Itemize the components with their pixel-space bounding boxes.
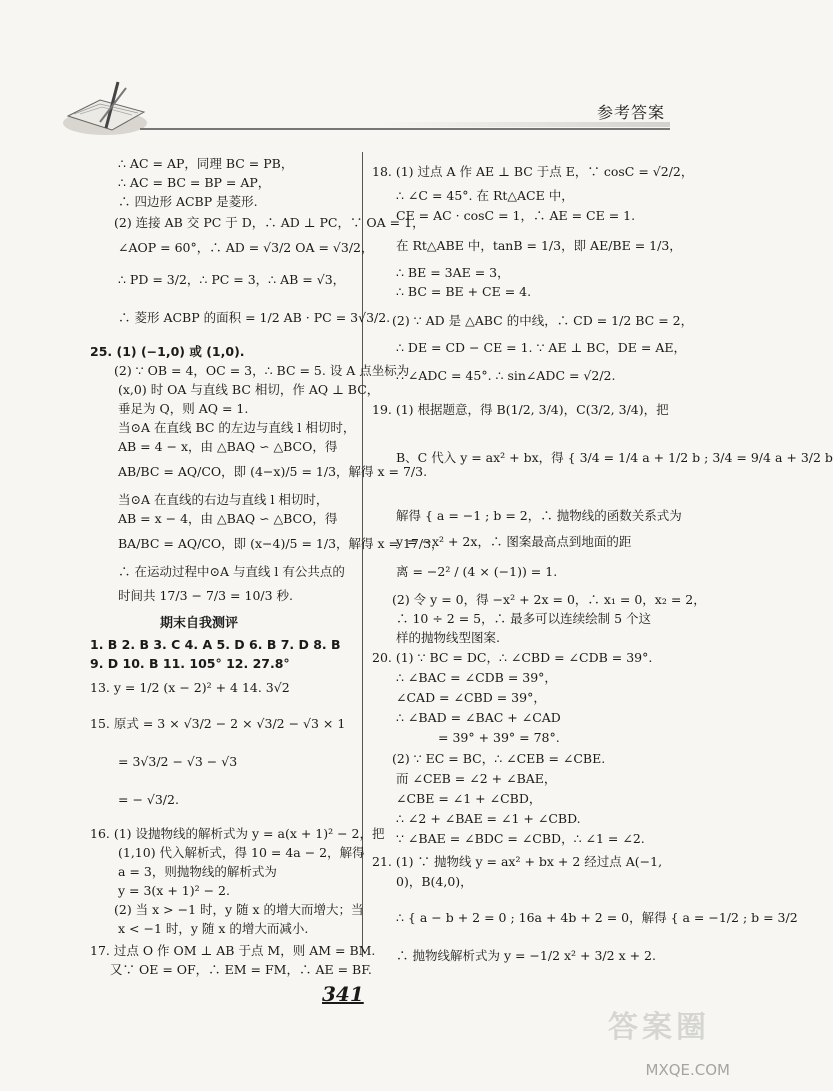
question-17: 17. 过点 O 作 OM ⊥ AB 于点 M，则 AM = BM. (90, 943, 376, 958)
answer-line: 当⊙A 在直线的右边与直线 l 相切时， (118, 492, 329, 507)
question-25: 25. (1) (−1,0) 或 (1,0). (90, 344, 245, 359)
question-19: 19. (1) 根据题意，得 B(1/2, 3/4)，C(3/2, 3/4)，把 (372, 402, 669, 417)
question-21: 21. (1) ∵ 抛物线 y = ax² + bx + 2 经过点 A(−1, (372, 854, 663, 869)
answer-line: 当⊙A 在直线 BC 的左边与直线 l 相切时， (118, 420, 356, 435)
header-rule (140, 128, 670, 130)
answer-line: 在 Rt△ABE 中，tanB = 1/3，即 AE/BE = 1/3， (396, 238, 682, 253)
question-20: 20. (1) ∵ BC = DC，∴ ∠CBD = ∠CDB = 39°. (372, 650, 653, 665)
answer-line: ∠CAD = ∠CBD = 39°， (396, 690, 546, 705)
answer-line: (2) ∵ OB = 4，OC = 3，∴ BC = 5. 设 A 点坐标为 (114, 363, 410, 378)
answer-line: ∴ ∠ADC = 45°. ∴ sin∠ADC = √2/2. (396, 368, 616, 383)
answer-line: CE = AC · cosC = 1，∴ AE = CE = 1. (396, 208, 636, 223)
answer-line: 时间共 17/3 − 7/3 = 10/3 秒. (118, 588, 294, 603)
answer-line: ∴ BC = BE + CE = 4. (396, 284, 532, 299)
answer-line: ∠CBE = ∠1 + ∠CBD， (396, 791, 542, 806)
watermark-site: MXQE.COM (645, 1061, 730, 1079)
answer-line: y = −x² + 2x，∴ 图案最高点到地面的距 (396, 534, 632, 549)
question-16: 16. (1) 设抛物线的解析式为 y = a(x + 1)² − 2，把 (90, 826, 385, 841)
answer-line: ∴ ∠BAC = ∠CDB = 39°， (396, 670, 557, 685)
answer-line: = − √3/2. (118, 792, 179, 807)
section-heading: 期末自我测评 (160, 616, 239, 631)
answer-line: ∴ ∠BAD = ∠BAC + ∠CAD (396, 710, 561, 725)
answer-line: x < −1 时，y 随 x 的增大而减小. (118, 921, 309, 936)
answer-line: y = 3(x + 1)² − 2. (118, 883, 230, 898)
answer-line: AB/BC = AQ/CO，即 (4−x)/5 = 1/3，解得 x = 7/3. (118, 464, 428, 479)
page-number: 341 (322, 982, 364, 1006)
answer-line: 离 = −2² / (4 × (−1)) = 1. (396, 564, 558, 579)
answer-line: ∴ 四边形 ACBP 是菱形. (118, 194, 258, 209)
answer-line: (2) ∵ EC = BC，∴ ∠CEB = ∠CBE. (392, 751, 606, 766)
answer-line: a = 3，则抛物线的解析式为 (118, 864, 277, 879)
answer-line: = 39° + 39° = 78°. (438, 730, 560, 745)
answer-line: ∵ ∠BAE = ∠BDC = ∠CBD，∴ ∠1 = ∠2. (396, 831, 645, 846)
answer-line: 0)，B(4,0)， (396, 874, 473, 889)
answer-line: 样的抛物线型图案. (396, 630, 500, 645)
answer-line: (2) 令 y = 0，得 −x² + 2x = 0，∴ x₁ = 0，x₂ = 2， (392, 592, 706, 607)
question-15: 15. 原式 = 3 × √3/2 − 2 × √3/2 − √3 × 1 (90, 716, 346, 731)
answer-line: ∴ ∠C = 45°. 在 Rt△ACE 中， (396, 188, 574, 203)
answer-line: AB = 4 − x，由 △BAQ ∽ △BCO，得 (118, 439, 338, 454)
answer-line: 又∵ OE = OF，∴ EM = FM，∴ AE = BF. (110, 962, 372, 977)
answer-line: ∠AOP = 60°，∴ AD = √3/2 OA = √3/2， (118, 240, 374, 255)
answer-line: ∴ AC = BC = BP = AP， (118, 175, 271, 190)
answer-line: ∴ 10 ÷ 2 = 5，∴ 最多可以连续绘制 5 个这 (396, 611, 651, 626)
answer-line: BA/BC = AQ/CO，即 (x−4)/5 = 1/3，解得 x = 17/3， (118, 536, 444, 551)
answer-line: ∴ { a − b + 2 = 0 ; 16a + 4b + 2 = 0，解得 { a = −1/2 ; b = 3/2 (396, 910, 798, 925)
watermark-brand: 答案圈 (608, 1010, 710, 1045)
answer-line: ∴ ∠2 + ∠BAE = ∠1 + ∠CBD. (396, 811, 581, 826)
answer-13-14: 13. y = 1/2 (x − 2)² + 4 14. 3√2 (90, 680, 290, 695)
answer-line: ∴ 菱形 ACBP 的面积 = 1/2 AB · PC = 3√3/2. (118, 310, 391, 325)
answer-line: (2) 连接 AB 交 PC 于 D，∴ AD ⊥ PC，∵ OA = 1， (114, 215, 425, 230)
header-title: 参考答案 (596, 103, 665, 122)
answer-line: ∴ DE = CD − CE = 1. ∵ AE ⊥ BC，DE = AE， (396, 340, 686, 355)
answer-line: (2) ∵ AD 是 △ABC 的中线，∴ CD = 1/2 BC = 2， (392, 313, 694, 328)
answer-line: 而 ∠CEB = ∠2 + ∠BAE， (396, 771, 557, 786)
answer-line: (x,0) 时 OA 与直线 BC 相切，作 AQ ⊥ BC， (118, 382, 380, 397)
question-18: 18. (1) 过点 A 作 AE ⊥ BC 于点 E，∵ cosC = √2/2， (372, 164, 694, 179)
choice-answers-row: 9. D 10. B 11. 105° 12. 27.8° (90, 656, 290, 671)
answer-line: ∴ PD = 3/2，∴ PC = 3，∴ AB = √3， (118, 272, 346, 287)
answer-line: AB = x − 4，由 △BAQ ∽ △BCO，得 (118, 511, 338, 526)
answer-line: B、C 代入 y = ax² + bx，得 { 3/4 = 1/4 a + 1/2 b ; 3/4 = 9/4 a + 3/2 b (396, 450, 833, 465)
answer-line: (1,10) 代入解析式，得 10 = 4a − 2，解得 (118, 845, 365, 860)
answer-line: = 3√3/2 − √3 − √3 (118, 754, 238, 769)
answer-line: ∴ BE = 3AE = 3， (396, 265, 510, 280)
answer-line: 解得 { a = −1 ; b = 2，∴ 抛物线的函数关系式为 (396, 508, 682, 523)
header-rule-shade (380, 122, 670, 127)
answer-line: 垂足为 Q，则 AQ = 1. (118, 401, 249, 416)
answer-line: ∴ 抛物线解析式为 y = −1/2 x² + 3/2 x + 2. (396, 948, 656, 963)
page-header (0, 0, 750, 150)
answer-line: ∴ 在运动过程中⊙A 与直线 l 有公共点的 (118, 564, 345, 579)
answer-line: (2) 当 x > −1 时，y 随 x 的增大而增大；当 (114, 902, 364, 917)
choice-answers-row: 1. B 2. B 3. C 4. A 5. D 6. B 7. D 8. B (90, 637, 341, 652)
answer-line: ∴ AC = AP，同理 BC = PB， (118, 156, 294, 171)
book-pen-illustration-icon (60, 78, 150, 138)
